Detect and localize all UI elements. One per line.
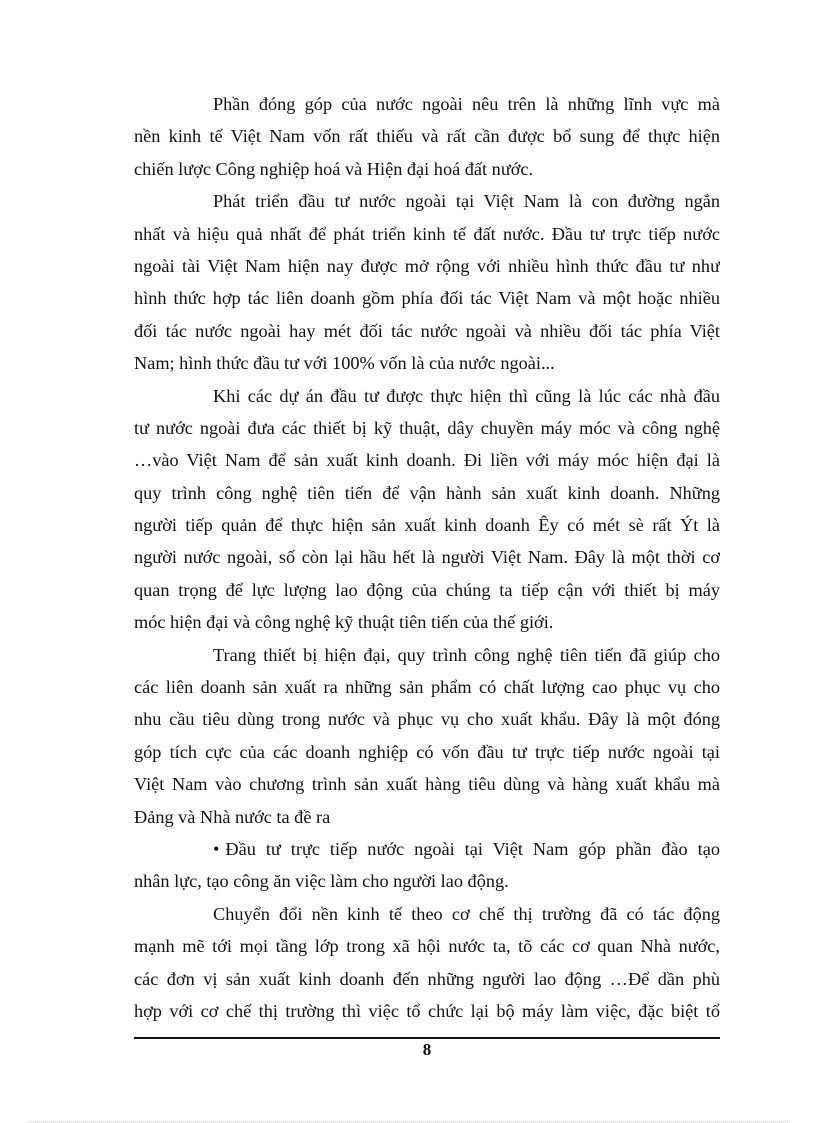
text-line: nhu cầu tiêu dùng trong nước và phục vụ cho xuất khẩu. Đây là một đóng xyxy=(134,709,720,730)
text-line: mạnh mẽ tới mọi tầng lớp trong xã hội nước ta, tõ các cơ quan Nhà nước, xyxy=(134,936,720,957)
text-line: …vào Việt Nam để sản xuất kinh doanh. Đi liền với máy móc hiện đại là xyxy=(134,450,720,471)
paragraph xyxy=(134,898,720,1028)
text-line: quy trình công nghệ tiên tiến để vận hành sản xuất kinh doanh. Những xyxy=(134,482,720,503)
text-line: móc hiện đại và công nghệ kỹ thuật tiên tiến của thế giới. xyxy=(134,612,554,633)
document-body xyxy=(134,88,720,1027)
text-line: Phát triển đầu tư nước ngoài tại Việt Nam là con đường ngắn xyxy=(213,191,720,212)
text-line: hợp với cơ chế thị trường thì việc tổ chức lại bộ máy làm việc, đặc biệt tổ xyxy=(134,1000,720,1021)
text-line: đối tác nước ngoài hay mét đối tác nước ngoài và nhiều đối tác phía Việt xyxy=(134,320,720,341)
text-line: ngoài tài Việt Nam hiện nay được mở rộng với nhiều hình thức đầu tư như xyxy=(134,255,720,276)
text-line: các đơn vị sản xuất kinh doanh đến những người lao động …Để dần phù xyxy=(134,968,720,989)
text-line: người tiếp quản để thực hiện sản xuất kinh doanh Êy có mét sè rất Ýt là xyxy=(134,515,720,536)
text-line xyxy=(134,833,720,865)
text-line: chiến lược Công nghiệp hoá và Hiện đại hoá đất nước. xyxy=(134,158,534,179)
bullet-icon: • xyxy=(213,838,220,859)
page-edge-divider xyxy=(28,1121,788,1122)
text-line: người nước ngoài, số còn lại hầu hết là người Việt Nam. Đây là một thời cơ xyxy=(134,547,720,568)
paragraph xyxy=(134,185,720,379)
text-line: Đảng và Nhà nước ta đề ra xyxy=(134,806,331,827)
text-line: Nam; hình thức đầu tư với 100% vốn là của nước ngoài... xyxy=(134,353,555,374)
text-line: nhất và hiệu quả nhất để phát triển kinh tế đất nước. Đầu tư trực tiếp nước xyxy=(134,223,720,244)
text-line: tư nước ngoài đưa các thiết bị kỹ thuật, dây chuyền máy móc và công nghệ xyxy=(134,417,720,438)
paragraph xyxy=(134,639,720,833)
footer-divider xyxy=(134,1037,720,1039)
text-line: Trang thiết bị hiện đại, quy trình công nghệ tiên tiến đã giúp cho xyxy=(213,644,720,665)
text-line: các liên doanh sản xuất ra những sản phẩm có chất lượng cao phục vụ cho xyxy=(134,677,720,698)
bullet-text: Đầu tư trực tiếp nước ngoài tại Việt Nam góp phần đào tạo xyxy=(225,838,720,859)
text-line: Khi các dự án đầu tư được thực hiện thì cũng là lúc các nhà đầu xyxy=(213,385,720,406)
paragraph xyxy=(134,380,720,639)
text-line: quan trọng để lực lượng lao động của chúng ta tiếp cận với thiết bị máy xyxy=(134,579,720,600)
text-line: nhân lực, tạo công ăn việc làm cho người lao động. xyxy=(134,871,509,892)
bullet-paragraph xyxy=(134,833,720,898)
text-line: Việt Nam vào chương trình sản xuất hàng tiêu dùng và hàng xuất khẩu mà xyxy=(134,774,720,795)
page-number: 8 xyxy=(422,1040,432,1059)
text-line: Phần đóng góp của nước ngoài nêu trên là những lĩnh vực mà xyxy=(213,94,720,114)
text-line: nền kinh tế Việt Nam vốn rất thiếu và rất cần được bổ sung để thực hiện xyxy=(134,126,720,147)
text-line: Chuyển đổi nền kinh tế theo cơ chế thị trường đã có tác động xyxy=(213,903,720,924)
text-line: hình thức hợp tác liên doanh gồm phía đối tác Việt Nam và một hoặc nhiều xyxy=(134,288,720,309)
text-line: góp tích cực của các doanh nghiệp có vốn đầu tư trực tiếp nước ngoài tại xyxy=(134,741,720,762)
paragraph xyxy=(134,88,720,185)
